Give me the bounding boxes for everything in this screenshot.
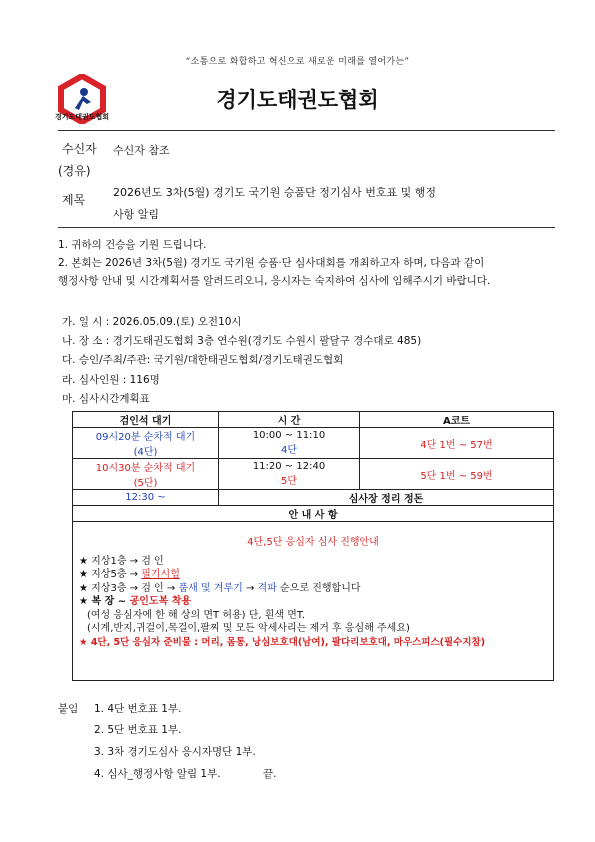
logo-text: 경기도태권도협회 [54,113,110,121]
header-rule-top [58,130,555,131]
table-header-row [73,412,554,428]
guide-line-2-text: ★ 지상5층 → [79,569,142,580]
row3-time: 12:30 ~ [73,490,219,506]
guide-line-3-tail: 순으로 진행합니다 [276,582,361,594]
guide-line-1-text: ★ 지상1층 → 검 인 [79,555,164,567]
guide-line-4-uniform: 공인도복 착용 [129,596,192,607]
recipient-value: 수신자 참조 [113,144,170,157]
row1-time-text: 10:00 ~ 11:10 [252,430,326,441]
guide-header: 안 내 사 항 [73,506,554,522]
guide-line-6: (시계,반지,귀걸이,목걸이,팔찌 및 모든 악세사리는 제거 후 응심해 주세요) [87,623,410,634]
guide-line-1 [79,555,547,569]
guide-line-2-written: 필기시험 [141,569,180,580]
recipient-label: 수신자 [62,142,97,156]
item-place: 나. 장 소 : 경기도태권도협회 3층 연수원(경기도 수원시 팔달구 경수대로 485) [62,335,422,347]
row2-court: 5단 1번 ~ 59번 [360,459,554,490]
row2-wait [73,459,219,490]
subject-line-2: 사항 알림 [113,208,160,221]
schedule-table [72,411,554,681]
row3-desc: 심사장 정리 정돈 [219,490,554,506]
guide-line-3 [79,582,547,596]
attachment-2: 2. 5단 번호표 1부. [94,724,182,736]
row2-time-text: 11:20 ~ 12:40 [252,461,326,472]
item-people: 라. 심사인원 : 116명 [62,374,160,386]
row1-court: 4단 1번 ~ 57번 [360,428,554,459]
organization-title: 경기도태권도협회 [216,88,379,112]
attachment-label: 붙임 [58,703,79,715]
subject-label: 제목 [62,193,86,207]
attachment-1: 1. 4단 번호표 1부. [94,703,182,715]
subject-line-1: 2026년도 3차(5월) 경기도 국기원 승품단 정기심사 번호표 및 행정 [113,186,436,199]
attachment-3: 3. 3차 경기도심사 응시자명단 1부. [94,746,256,758]
item-date: 가. 일 시 : 2026.05.09.(토) 오전10시 [62,316,242,328]
header-rule-bottom [58,227,555,228]
motto: “소통으로 화합하고 혁신으로 새로운 미래를 열어가는” [185,57,410,67]
guide-line-7: ★ 4단, 5단 응심자 준비물 : 머리, 몸통, 낭심보호대(남여), 팔다리보호대, 마우스피스(필수지참) [79,636,486,648]
row1-wait [73,428,219,459]
guide-line-2 [79,568,547,582]
row1-time-sub: 4단 [280,445,298,456]
attachment-end: 끝. [263,768,277,780]
row2-time [219,459,360,490]
header-court: A코트 [360,412,554,428]
header-wait: 검인석 대기 [73,412,219,428]
row2-wait-sub: (5단) [133,478,158,489]
guide-line-4-text: ★ 복 장 ~ [79,596,130,607]
table-row [73,459,554,490]
attachment-4: 4. 심사_행정사항 알림 1부. [94,768,221,780]
body-line-2: 2. 본회는 2026년 3차(5월) 경기도 국기원 승품·단 심사대회를 개최하고자 하며, 다음과 같이 [58,257,485,269]
guide-line-3-text: ★ 지상3층 → 검 인 → [79,582,179,594]
item-host: 다. 승인/주최/주관: 국기원/대한태권도협회/경기도태권도협회 [62,354,344,366]
item-schedule: 마. 심사시간계획표 [62,393,150,405]
row1-wait-text: 09시20분 순차적 대기 [95,432,196,443]
row1-wait-sub: (4단) [133,447,158,458]
guide-title: 4단,5단 응심자 심사 진행안내 [247,537,379,548]
guide-line-3-arrow: → [242,582,258,594]
body-line-1: 1. 귀하의 건승을 기원 드립니다. [58,239,207,251]
guide-line-4 [79,595,547,609]
row2-wait-text: 10시30분 순차적 대기 [95,463,196,474]
guide-line-3-breaking: 격파 [257,582,277,594]
guide-line-3-poomsae: 품새 및 겨루기 [178,582,243,594]
guide-box [73,522,554,681]
guide-row [73,522,554,681]
via-label: (경유) [58,164,91,178]
table-row [73,490,554,506]
body-line-3: 행정사항 안내 및 시간계획서를 알려드리오니, 응시자는 숙지하여 심사에 임해주시기 바랍니다. [58,275,491,287]
table-row [73,428,554,459]
guide-line-5: (여성 응심자에 한 해 상의 면T 허용) 단, 흰색 면T. [87,609,306,621]
guide-header-row [73,506,554,522]
row2-time-sub: 5단 [280,476,298,487]
row1-time [219,428,360,459]
header-time: 시 간 [219,412,360,428]
